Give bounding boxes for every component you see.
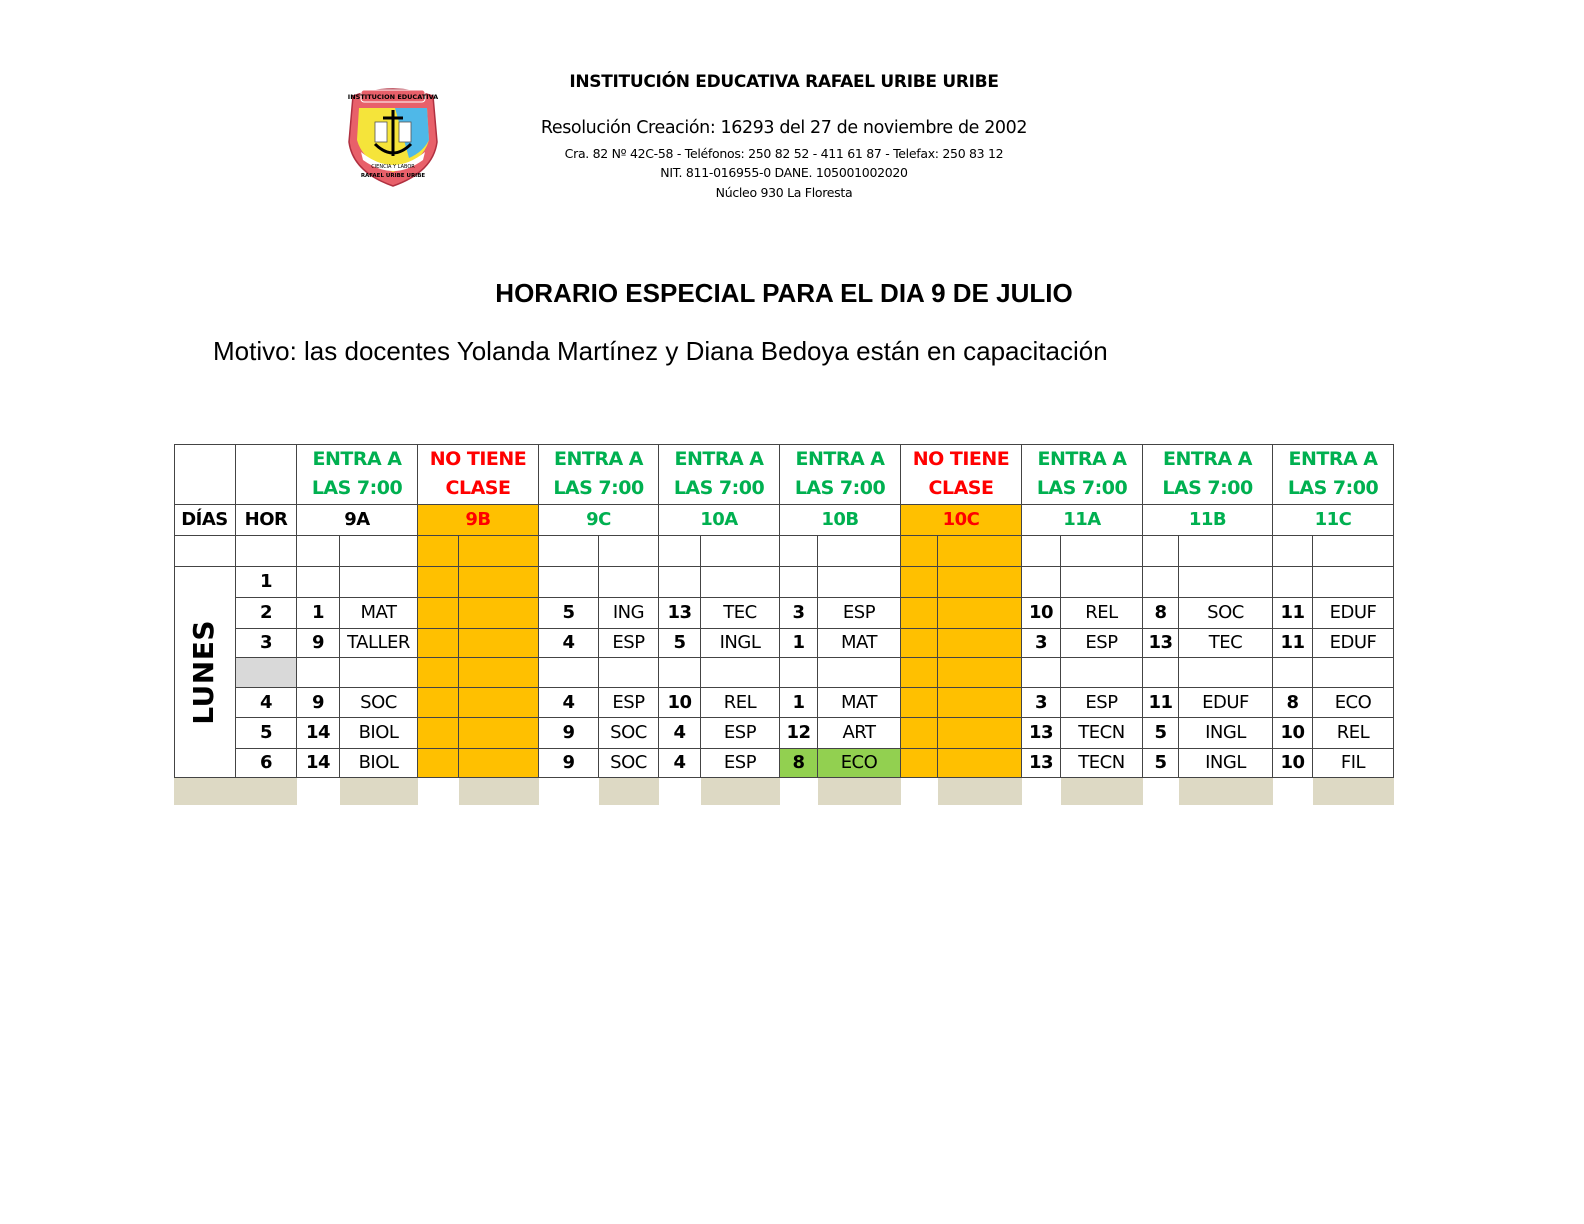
group-status-line2: LAS 7:00	[311, 477, 403, 499]
footer-strip	[459, 778, 539, 805]
teacher-number-cell: 11	[1143, 688, 1179, 718]
teacher-number-cell	[1143, 658, 1179, 688]
teacher-number-cell: 4	[659, 749, 701, 778]
group-name-11B: 11B	[1143, 505, 1273, 536]
subject-cell	[938, 536, 1022, 567]
teacher-number-cell	[1022, 567, 1061, 598]
hour-cell: 4	[236, 688, 297, 718]
teacher-number-cell	[1273, 658, 1313, 688]
footer-strip	[174, 778, 297, 805]
teacher-number-cell	[901, 567, 938, 598]
teacher-number-cell: 5	[659, 629, 701, 658]
footer-strip	[599, 778, 659, 805]
subject-cell	[818, 567, 901, 598]
group-status-line1: ENTRA A	[1288, 448, 1378, 470]
subject-cell: ESP	[1061, 629, 1143, 658]
subject-cell	[459, 598, 539, 629]
subject-cell: SOC	[1179, 598, 1273, 629]
group-status-line2: CLASE	[445, 477, 511, 499]
group-status-11A	[1022, 444, 1143, 505]
teacher-number-cell: 10	[1022, 598, 1061, 629]
teacher-number-cell: 4	[539, 629, 599, 658]
teacher-number-cell: 10	[659, 688, 701, 718]
hour-cell: 2	[236, 598, 297, 629]
subject-cell: INGL	[1179, 718, 1273, 749]
teacher-number-cell: 5	[1143, 718, 1179, 749]
dias-header: DÍAS	[174, 505, 236, 536]
subject-cell	[1061, 567, 1143, 598]
subject-cell	[599, 658, 659, 688]
teacher-number-cell	[901, 629, 938, 658]
subject-cell: REL	[1061, 598, 1143, 629]
motivo-text: Motivo: las docentes Yolanda Martínez y Diana Bedoya están en capacitación	[213, 336, 1108, 366]
teacher-number-cell: 8	[1273, 688, 1313, 718]
teacher-number-cell: 5	[1143, 749, 1179, 778]
subject-cell: INGL	[1179, 749, 1273, 778]
teacher-number-cell: 1	[297, 598, 340, 629]
group-name-10C: 10C	[901, 505, 1022, 536]
group-status-9A	[297, 444, 418, 505]
group-status-line2: LAS 7:00	[1162, 477, 1253, 499]
subject-cell: ESP	[818, 598, 901, 629]
teacher-number-cell: 1	[780, 629, 818, 658]
footer-strip	[1179, 778, 1273, 805]
subject-cell	[459, 658, 539, 688]
footer-strip	[1313, 778, 1394, 805]
subject-cell	[938, 567, 1022, 598]
subject-cell: ESP	[1061, 688, 1143, 718]
subject-cell: INGL	[701, 629, 780, 658]
subject-cell	[459, 629, 539, 658]
group-status-line2: LAS 7:00	[1287, 477, 1379, 499]
teacher-number-cell	[901, 658, 938, 688]
group-status-10A	[659, 444, 780, 505]
day-label: LUNES	[187, 619, 221, 725]
footer-strip	[340, 778, 418, 805]
group-status-line1: NO TIENE	[912, 448, 1010, 470]
teacher-number-cell	[1273, 567, 1313, 598]
subject-cell	[459, 749, 539, 778]
nit-text: NIT. 811-016955-0 DANE. 105001002020	[660, 165, 908, 180]
subject-cell: MAT	[340, 598, 418, 629]
subject-cell	[818, 658, 901, 688]
teacher-number-cell	[1143, 567, 1179, 598]
subject-cell	[1179, 567, 1273, 598]
subject-cell: TECN	[1061, 749, 1143, 778]
subject-cell: EDUF	[1313, 629, 1394, 658]
teacher-number-cell	[539, 536, 599, 567]
group-status-line1: ENTRA A	[554, 448, 643, 470]
header-blank-cell	[236, 444, 297, 505]
teacher-number-cell	[418, 567, 459, 598]
day-label-cell	[174, 567, 236, 778]
group-status-9C	[539, 444, 659, 505]
teacher-number-cell: 13	[1143, 629, 1179, 658]
teacher-number-cell	[780, 658, 818, 688]
subject-cell	[938, 598, 1022, 629]
teacher-number-cell	[418, 688, 459, 718]
teacher-number-cell: 9	[539, 749, 599, 778]
subject-cell: FIL	[1313, 749, 1394, 778]
group-status-line2: LAS 7:00	[553, 477, 644, 499]
subject-cell: ECO	[1313, 688, 1394, 718]
group-name-9C: 9C	[539, 505, 659, 536]
teacher-number-cell: 9	[297, 688, 340, 718]
subject-cell	[701, 536, 780, 567]
hour-cell: 1	[236, 567, 297, 598]
group-status-line2: CLASE	[928, 477, 994, 499]
logo-bottom-text: RAFAEL URIBE URIBE	[360, 173, 426, 179]
subject-cell	[938, 629, 1022, 658]
teacher-number-cell	[418, 536, 459, 567]
teacher-number-cell	[1143, 536, 1179, 567]
teacher-number-cell: 3	[1022, 688, 1061, 718]
dias-blank-cell	[174, 536, 236, 567]
teacher-number-cell: 11	[1273, 629, 1313, 658]
subject-cell: TEC	[701, 598, 780, 629]
footer-strip	[1061, 778, 1143, 805]
subject-cell	[340, 658, 418, 688]
group-status-line2: LAS 7:00	[1036, 477, 1128, 499]
teacher-number-cell: 11	[1273, 598, 1313, 629]
teacher-number-cell	[1022, 536, 1061, 567]
subject-cell	[1061, 658, 1143, 688]
teacher-number-cell: 9	[539, 718, 599, 749]
nucleo-text: Núcleo 930 La Floresta	[715, 185, 853, 200]
group-status-line1: ENTRA A	[674, 448, 764, 470]
subject-cell: TECN	[1061, 718, 1143, 749]
hour-cell: 3	[236, 629, 297, 658]
teacher-number-cell	[1022, 658, 1061, 688]
resolution-text: Resolución Creación: 16293 del 27 de noviembre de 2002	[540, 118, 1028, 138]
teacher-number-cell: 8	[780, 749, 818, 778]
subject-cell: TALLER	[340, 629, 418, 658]
teacher-number-cell: 8	[1143, 598, 1179, 629]
hour-cell: 6	[236, 749, 297, 778]
teacher-number-cell: 13	[1022, 749, 1061, 778]
break-cell	[236, 658, 297, 688]
teacher-number-cell	[297, 658, 340, 688]
teacher-number-cell: 14	[297, 749, 340, 778]
subject-cell	[599, 536, 659, 567]
teacher-number-cell	[418, 658, 459, 688]
subject-cell: BIOL	[340, 718, 418, 749]
group-name-10B: 10B	[780, 505, 901, 536]
teacher-number-cell	[901, 688, 938, 718]
subject-cell: MAT	[818, 629, 901, 658]
group-name-10A: 10A	[659, 505, 780, 536]
group-status-11C	[1273, 444, 1394, 505]
teacher-number-cell	[659, 536, 701, 567]
teacher-number-cell: 12	[780, 718, 818, 749]
group-name-9B: 9B	[418, 505, 539, 536]
hor-header: HOR	[236, 505, 297, 536]
teacher-number-cell	[418, 629, 459, 658]
subject-cell	[340, 567, 418, 598]
institution-name: INSTITUCIÓN EDUCATIVA RAFAEL URIBE URIBE	[569, 72, 999, 92]
page-title: HORARIO ESPECIAL PARA EL DIA 9 DE JULIO	[495, 278, 1073, 308]
subject-cell: EDUF	[1313, 598, 1394, 629]
subject-cell	[459, 567, 539, 598]
teacher-number-cell: 9	[297, 629, 340, 658]
subject-cell: MAT	[818, 688, 901, 718]
address-text: Cra. 82 Nº 42C-58 - Teléfonos: 250 82 52 - 411 61 87 - Telefax: 250 83 12	[564, 146, 1004, 161]
teacher-number-cell	[901, 749, 938, 778]
subject-cell	[701, 567, 780, 598]
logo-top-text: INSTITUCION EDUCATIVA	[347, 93, 439, 101]
subject-cell: ESP	[599, 688, 659, 718]
teacher-number-cell	[297, 536, 340, 567]
subject-cell	[459, 536, 539, 567]
teacher-number-cell: 13	[659, 598, 701, 629]
subject-cell	[938, 658, 1022, 688]
group-status-line1: ENTRA A	[1163, 448, 1252, 470]
group-status-line1: ENTRA A	[312, 448, 402, 470]
teacher-number-cell	[1273, 536, 1313, 567]
subject-cell: TEC	[1179, 629, 1273, 658]
subject-cell: ESP	[599, 629, 659, 658]
teacher-number-cell	[539, 658, 599, 688]
group-status-line1: ENTRA A	[1037, 448, 1127, 470]
subject-cell	[459, 718, 539, 749]
teacher-number-cell	[780, 536, 818, 567]
group-status-line2: LAS 7:00	[673, 477, 765, 499]
group-status-11B	[1143, 444, 1273, 505]
subject-cell	[1179, 536, 1273, 567]
footer-strip	[938, 778, 1022, 805]
hour-cell: 5	[236, 718, 297, 749]
subject-cell	[1313, 536, 1394, 567]
subject-cell	[938, 688, 1022, 718]
teacher-number-cell	[901, 598, 938, 629]
subject-cell	[938, 749, 1022, 778]
teacher-number-cell	[659, 567, 701, 598]
group-status-line1: NO TIENE	[429, 448, 527, 470]
subject-cell: REL	[701, 688, 780, 718]
teacher-number-cell	[418, 598, 459, 629]
subject-cell: SOC	[340, 688, 418, 718]
teacher-number-cell: 5	[539, 598, 599, 629]
subject-cell: REL	[1313, 718, 1394, 749]
subject-cell: BIOL	[340, 749, 418, 778]
subject-cell	[459, 688, 539, 718]
group-status-10B	[780, 444, 901, 505]
group-name-11C: 11C	[1273, 505, 1394, 536]
teacher-number-cell	[780, 567, 818, 598]
subject-cell: ART	[818, 718, 901, 749]
teacher-number-cell: 14	[297, 718, 340, 749]
group-status-10C	[901, 444, 1022, 505]
teacher-number-cell	[901, 718, 938, 749]
subject-cell: SOC	[599, 749, 659, 778]
subject-cell: ECO	[818, 749, 901, 778]
teacher-number-cell: 1	[780, 688, 818, 718]
subject-cell	[1179, 658, 1273, 688]
footer-strip	[818, 778, 901, 805]
group-status-9B	[418, 444, 539, 505]
teacher-number-cell	[297, 567, 340, 598]
teacher-number-cell	[418, 718, 459, 749]
teacher-number-cell: 4	[539, 688, 599, 718]
teacher-number-cell	[539, 567, 599, 598]
group-name-9A: 9A	[297, 505, 418, 536]
teacher-number-cell	[901, 536, 938, 567]
teacher-number-cell: 13	[1022, 718, 1061, 749]
subject-cell	[1313, 658, 1394, 688]
subject-cell: EDUF	[1179, 688, 1273, 718]
footer-strip	[701, 778, 780, 805]
teacher-number-cell	[418, 749, 459, 778]
teacher-number-cell: 10	[1273, 718, 1313, 749]
subject-cell	[818, 536, 901, 567]
subject-cell: ESP	[701, 718, 780, 749]
teacher-number-cell: 3	[780, 598, 818, 629]
hour-cell	[236, 536, 297, 567]
teacher-number-cell: 10	[1273, 749, 1313, 778]
subject-cell: SOC	[599, 718, 659, 749]
teacher-number-cell: 3	[1022, 629, 1061, 658]
group-status-line2: LAS 7:00	[794, 477, 886, 499]
subject-cell	[1061, 536, 1143, 567]
subject-cell	[340, 536, 418, 567]
group-status-line1: ENTRA A	[795, 448, 885, 470]
teacher-number-cell: 4	[659, 718, 701, 749]
subject-cell	[599, 567, 659, 598]
subject-cell	[701, 658, 780, 688]
subject-cell	[938, 718, 1022, 749]
subject-cell: ING	[599, 598, 659, 629]
teacher-number-cell	[659, 658, 701, 688]
header-blank-cell	[174, 444, 236, 505]
group-name-11A: 11A	[1022, 505, 1143, 536]
subject-cell: ESP	[701, 749, 780, 778]
logo-motto: CIENCIA Y LABOR	[371, 164, 415, 170]
subject-cell	[1313, 567, 1394, 598]
